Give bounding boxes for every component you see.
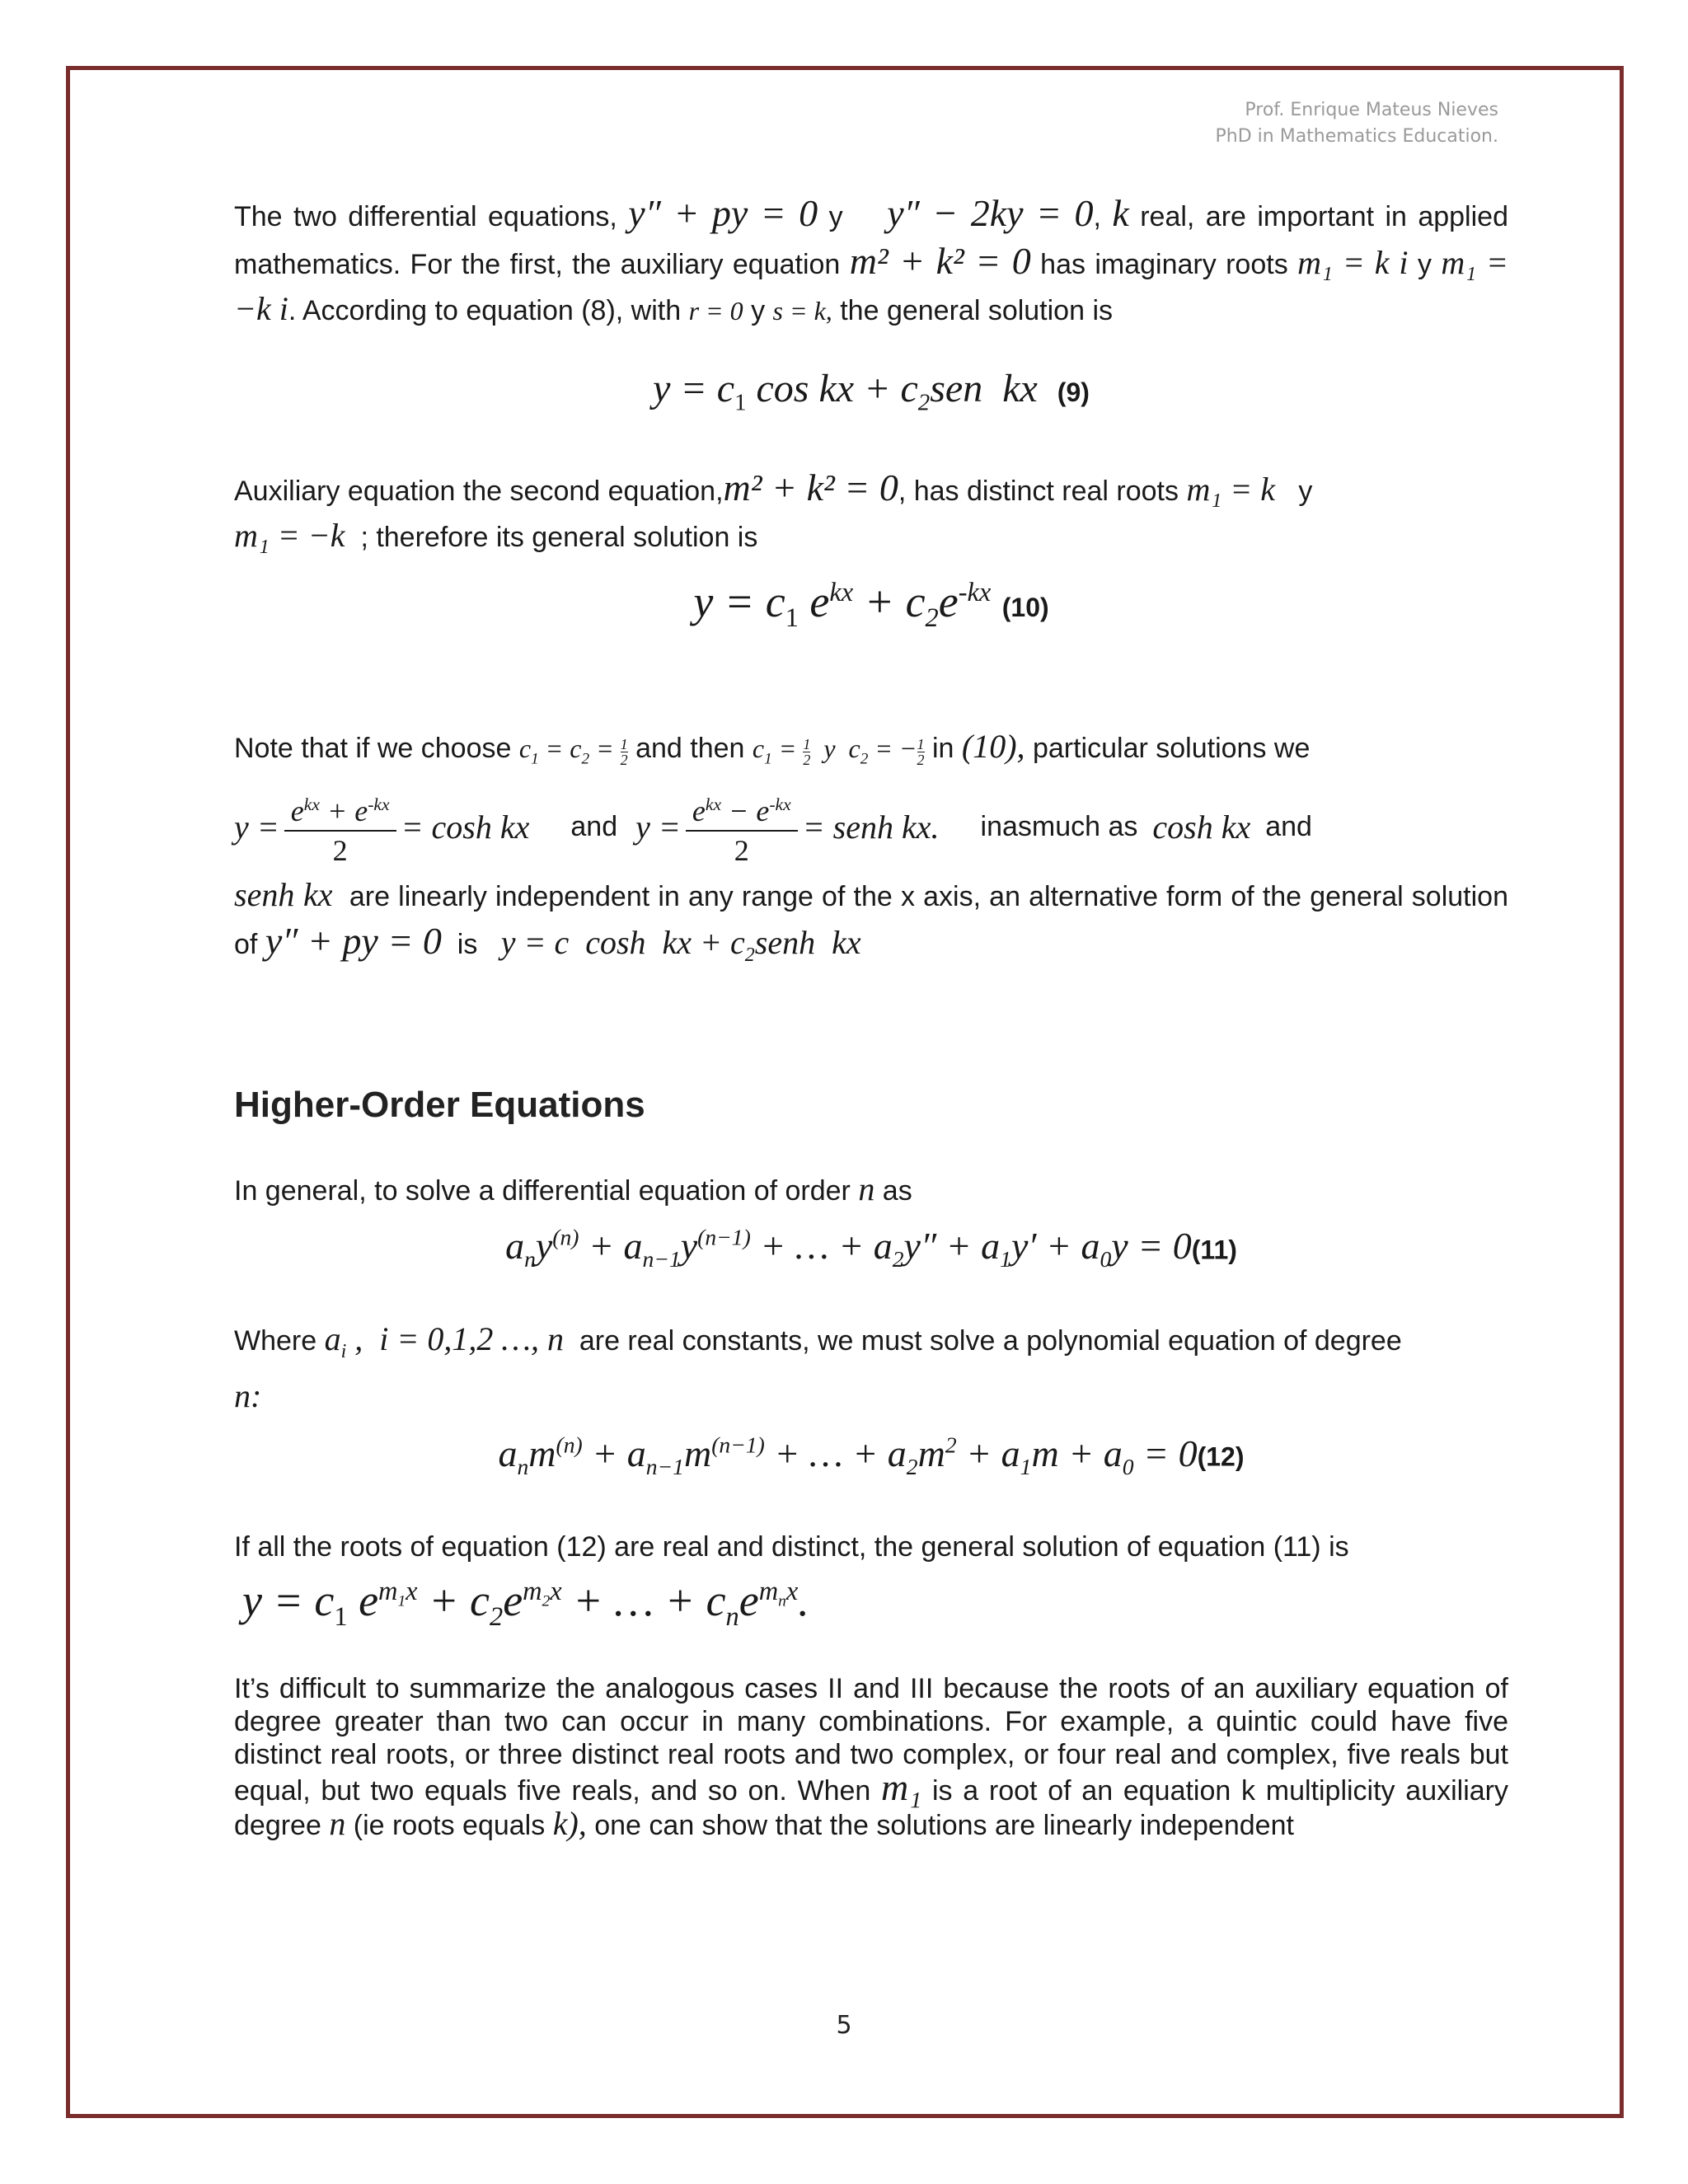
choice-2: $c_1$ = $\frac{1}{2}$ y $c_2$ = − $\frac{1}{2}$ (752, 733, 925, 768)
equation-10-number: (10) (1001, 592, 1049, 622)
alternative-solution: y = c cosh kx + $c_2senh$ kx (500, 923, 861, 966)
text: real, are important in applied mathematics. For the first, the auxiliary equation (234, 201, 1508, 280)
text: Where (234, 1325, 317, 1357)
text: is a root of an equation k multiplicity auxiliary degree (234, 1774, 1508, 1841)
text: as (882, 1174, 912, 1207)
sinh-lhs: y = (635, 808, 681, 846)
sinh-fraction (686, 785, 798, 869)
text: . According to equation (8), with (288, 295, 682, 326)
header-author: Prof. Enrique Mateus Nieves (1245, 100, 1498, 120)
text: , (1093, 201, 1101, 232)
text: ; therefore its general solution is (360, 521, 758, 553)
text: is (457, 928, 478, 960)
var-n: n: (234, 1377, 262, 1415)
cosh-rhs: = cosh kx (401, 808, 530, 846)
text: in (931, 733, 954, 765)
root-2: m₁ = −k i (234, 244, 1509, 327)
text: and then (635, 733, 745, 765)
coefficients: $a_i$ , i = 0,1,2 …, n (324, 1320, 564, 1363)
text: particular solutions we (1032, 733, 1311, 765)
text: Auxiliary equation the second equation, (234, 475, 724, 507)
equation-12-number: (12) (1197, 1441, 1245, 1472)
ode: y″ + py = 0 (265, 919, 442, 962)
text: and (1265, 811, 1312, 843)
equation-11-expr: $a_ny^{(n)} + a_{n-1}y^{(n-1)}$ + … + $a_2y'' + a_1y' + a_0y = 0$ (505, 1224, 1192, 1272)
paragraph-alternative-form (234, 873, 1508, 977)
aux-equation: m² + k² = 0 (849, 240, 1031, 282)
text: are real constants, we must solve a polynomial equation of degree (579, 1325, 1402, 1357)
equation-10 (234, 568, 1508, 643)
aux-equation-2: m² + k² = 0 (723, 466, 898, 509)
text: , has distinct real roots (898, 475, 1179, 507)
equation-12-expr: $a_nm^{(n)} + a_{n-1}m^{(n-1)}$ + … + $a_2m^2 + a_1m + a_0 = 0$ (498, 1432, 1198, 1479)
text: y (1417, 249, 1432, 280)
paragraph-second-equation (234, 466, 1508, 560)
s-value: s = k, (772, 296, 832, 326)
var-n: n (329, 1804, 346, 1842)
equation-b: y″ − 2ky = 0 (887, 192, 1094, 234)
text: one can show that the solutions are linearly independent (594, 1809, 1294, 1841)
r-value: r = 0 (688, 296, 743, 326)
page-number: 5 (836, 2011, 852, 2040)
sinh-denominator: 2 (734, 833, 749, 867)
var-m1: m₁ (881, 1765, 922, 1808)
paragraph-constants (234, 1317, 1508, 1420)
equation-11 (234, 1213, 1508, 1285)
sinh-rhs: = senh kx. (802, 808, 940, 846)
section-title: Higher-Order Equations (234, 1084, 645, 1125)
equation-a: y″ + py = 0 (628, 192, 818, 234)
text: and (570, 811, 618, 843)
var-n: n (858, 1169, 875, 1207)
equation-9-number: (9) (1057, 377, 1090, 407)
cosh-numerator: $e^{kx} + e^{-kx}$ (284, 785, 396, 832)
text: has imaginary roots (1040, 249, 1288, 280)
cosh-lhs: y = (234, 808, 279, 846)
paragraph-distinct-roots (234, 1525, 1508, 1639)
text: y (1298, 475, 1313, 507)
text: y (828, 201, 843, 232)
text: In general, to solve a differential equation of order (234, 1174, 851, 1207)
equation-9-expr: $y = c_1$ cos kx + $c_2sen$ kx (653, 367, 1038, 416)
cosh-kx: cosh kx (1152, 808, 1251, 846)
senh-kx: senh kx (234, 875, 333, 913)
root-1: m₁ = k i (1297, 244, 1409, 281)
text: If all the roots of equation (12) are real and distinct, the general solution of equation (11) is (234, 1530, 1349, 1563)
root-1: m₁ = k (1186, 470, 1275, 508)
paragraph-intro (234, 191, 1508, 333)
page-header (1216, 97, 1498, 150)
text: the general solution is (840, 295, 1114, 326)
text: y (751, 295, 766, 326)
sinh-numerator: $e^{kx} - e^{-kx}$ (686, 785, 798, 832)
text: (ie roots equals (353, 1809, 546, 1841)
var-k: k (1112, 192, 1129, 234)
reference-10: (10), (961, 728, 1025, 766)
paragraph-repeated-roots (234, 1672, 1508, 1842)
header-degree: PhD in Mathematics Education. (1215, 126, 1498, 147)
paragraph-general-order (234, 1167, 1508, 1213)
choice-1: $c_1 = c_2$ = $\frac{1}{2}$ (518, 733, 628, 768)
document-body (234, 191, 1508, 1842)
cosh-fraction (284, 785, 396, 869)
paragraph-particular-solutions (234, 724, 1508, 781)
text: The two differential equations, (234, 201, 617, 232)
text: Note that if we choose (234, 733, 512, 765)
equation-11-number: (11) (1191, 1235, 1237, 1265)
equation-10-expr: $y = c_1$ $e^{kx} + c_2e^{-kx}$ (693, 576, 992, 633)
equation-9 (234, 364, 1508, 428)
general-solution-distinct: $y = c_1$ $e^{m_1x} + c_2e^{m_2x}$ + … + $c_ne^{m_nx}$. (242, 1575, 809, 1632)
text: inasmuch as (980, 811, 1138, 843)
equation-12 (234, 1420, 1508, 1492)
cosh-denominator: 2 (332, 833, 348, 867)
text: are linearly independent in any range of the x axis, an alternative form of the general solution of (234, 880, 1508, 960)
hyperbolic-definitions (234, 782, 1508, 873)
text: It’s difficult to summarize the analogous cases II and III because the roots of an auxiliary equation of degree greater than two can occur in many combinations. For example, a quintic could have five distinct real roots, or three distinct real roots and two complex, or four real and complex, five reals but equal, but two equals five reals, and so on. When (234, 1672, 1508, 1807)
root-2: m₁ = −k (234, 516, 345, 554)
var-k: k), (552, 1804, 587, 1842)
